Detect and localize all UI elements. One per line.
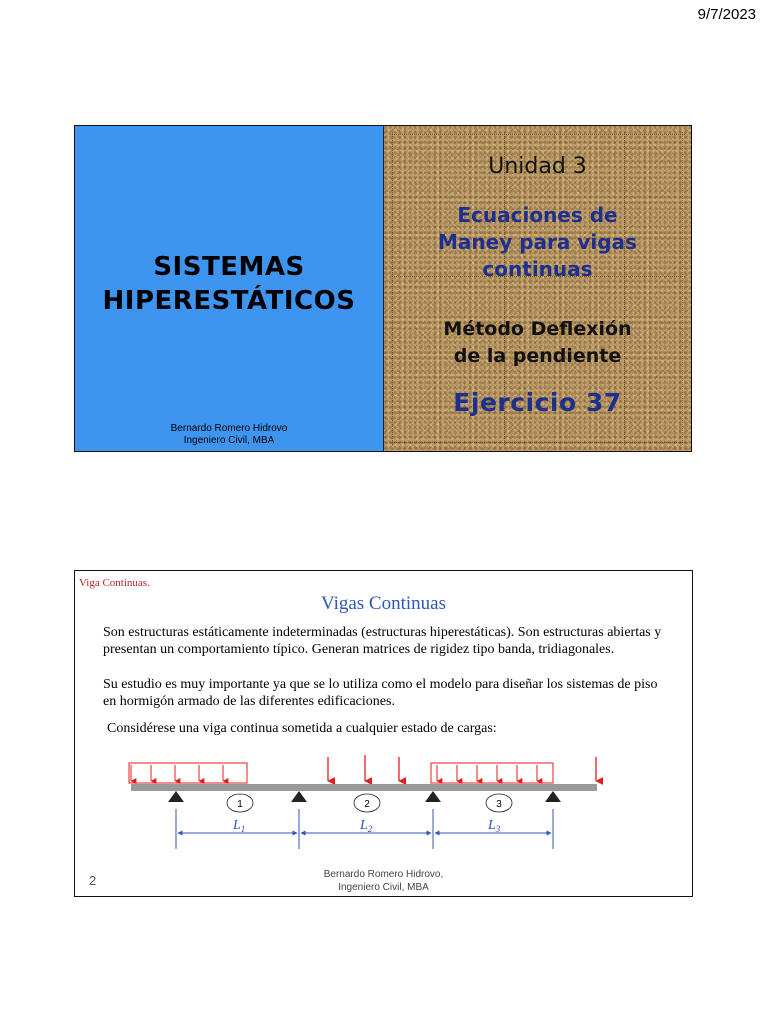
support-triangle: [291, 791, 307, 802]
support-triangle: [425, 791, 441, 802]
author-block: [75, 423, 383, 447]
distributed-load-1: [129, 763, 247, 783]
header-date: 9/7/2023: [697, 6, 756, 23]
paragraph-intro: Considérese una viga continua sometida a cualquier estado de cargas:: [107, 721, 497, 736]
author-title: Ingeniero Civil, MBA: [183, 435, 275, 446]
paragraph-importance: Su estudio es muy importante ya que se lo utiliza como el modelo para diseñar los sistemas de piso en hormigón armado de las diferentes edificaciones.: [103, 677, 658, 709]
paragraph-definition: Son estructuras estáticamente indeterminadas (estructuras hiperestáticas). Son estructuras abiertas y presentan un comportamiento típico. Generan matrices de rigidez tipo banda, tridiagonales.: [103, 625, 662, 657]
subtitle-panel: [384, 126, 691, 451]
title-panel: [75, 126, 384, 451]
topic-heading: [384, 202, 691, 283]
footer-author: Bernardo Romero Hidrovo,: [323, 869, 444, 880]
main-title: [75, 250, 383, 318]
span-length-3: $L_3$: [488, 818, 501, 834]
span-length-1: $L_1$: [233, 818, 246, 834]
slide-content: [74, 570, 693, 897]
main-title-line2: HIPERESTÁTICOS: [102, 286, 356, 316]
distributed-load-2: [431, 763, 553, 783]
exercise-heading: Ejercicio 37: [453, 388, 622, 417]
topic-line1: Ecuaciones de: [457, 203, 618, 227]
span-number-1: 1: [237, 799, 243, 810]
span-length-2: $L_2$: [360, 818, 373, 834]
support-triangle: [168, 791, 184, 802]
slide-heading: Vigas Continuas: [321, 593, 446, 614]
span-number-3: 3: [496, 799, 502, 810]
continuous-beam-diagram: [75, 751, 692, 851]
page-number: 2: [89, 873, 97, 888]
point-loads: [328, 755, 596, 781]
slide-title: [74, 125, 692, 452]
method-line2: de la pendiente: [453, 345, 622, 367]
slide-footer: [75, 868, 692, 894]
main-title-line1: SISTEMAS: [153, 252, 305, 282]
method-line1: Método Deflexión: [443, 318, 632, 340]
section-label: Viga Continuas.: [79, 577, 150, 589]
unit-heading: Unidad 3: [488, 154, 587, 179]
beam: [131, 784, 597, 791]
method-heading: [384, 316, 691, 370]
decor-line: [390, 442, 685, 443]
span-number-2: 2: [364, 799, 370, 810]
footer-title: Ingeniero Civil, MBA: [338, 882, 429, 893]
support-triangle: [545, 791, 561, 802]
decor-line: [390, 134, 685, 135]
topic-line3: continuas: [482, 257, 593, 281]
topic-line2: Maney para vigas: [438, 230, 637, 254]
author-name: Bernardo Romero Hidrovo: [170, 423, 288, 434]
